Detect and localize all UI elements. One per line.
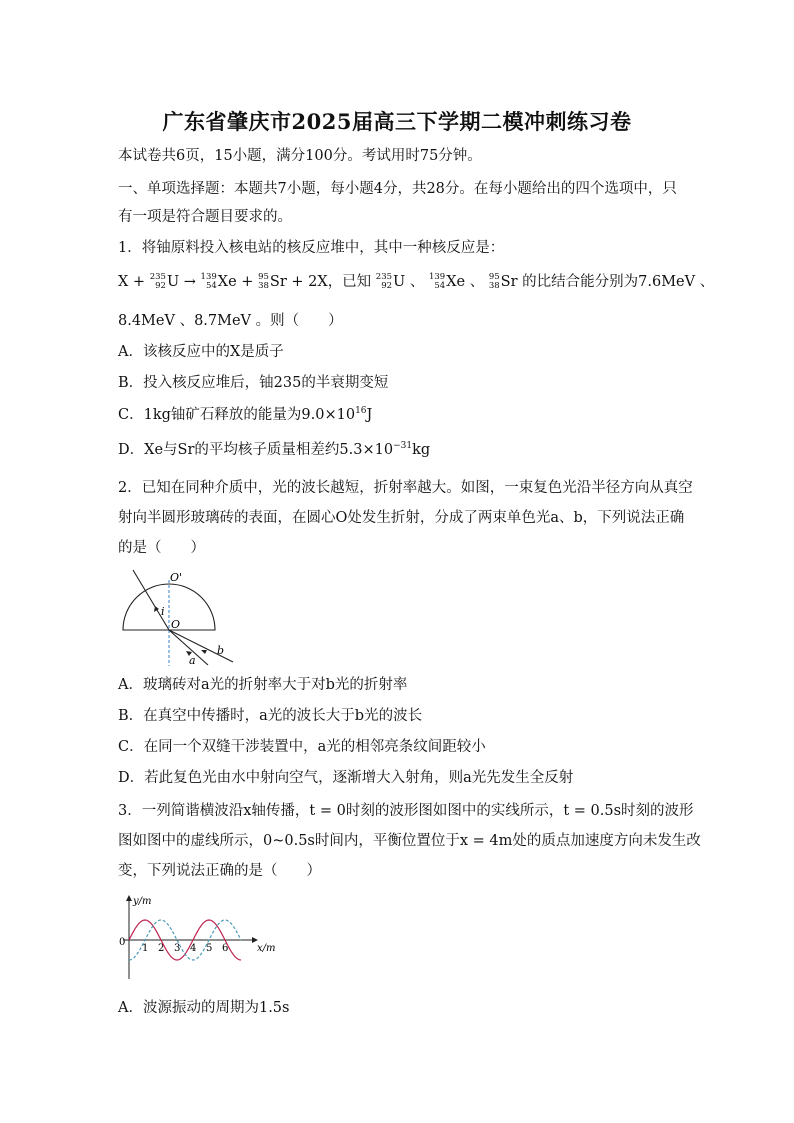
q1-equation-line: X + 235 92 U → 139 54 Xe + 95 38 Sr + 2X，已知 235 92 U 、 139 54 Xe 、 95 38 Sr 的比结合能分别为7.6MeV 、 [118, 272, 715, 291]
x-tick-label: 4 [190, 943, 197, 954]
nuclear-equation: X + 235 92 U → 139 54 Xe + 95 38 Sr + 2X [118, 272, 328, 291]
q1-line3: 8.4MeV 、8.7MeV 。则（ ） [118, 313, 343, 329]
label-a: a [189, 654, 196, 667]
label-o: O [171, 618, 181, 631]
q2-line2: 射向半圆形玻璃砖的表面，在圆心O处发生折射，分成了两束单色光a、b，下列说法正确 [118, 510, 685, 526]
q2-option-c: C．在同一个双缝干涉装置中，a光的相邻亮条纹间距较小 [118, 739, 486, 755]
x-tick-label: 2 [158, 943, 165, 954]
q2-option-d: D．若此复色光由水中射向空气，逐渐增大入射角，则a光先发生全反射 [118, 770, 574, 786]
x-tick-label: 5 [206, 943, 213, 954]
q1-eq-text2: 的比结合能分别为7.6MeV 、 [522, 274, 715, 290]
q1-option-a: A．该核反应中的X是质子 [118, 344, 284, 360]
q1-stem: 1．将铀原料投入核电站的核反应堆中，其中一种核反应是： [118, 240, 505, 256]
q3-line1: 3．一列简谐横波沿x轴传播，t = 0时刻的波形图如图中的实线所示，t = 0.5s时刻的波形 [118, 803, 694, 819]
q1-eq-text1: ，已知 [327, 274, 372, 290]
page-title: 广东省肇庆市2025届高三下学期二模冲刺练习卷 [162, 109, 632, 134]
section-heading-cont: 有一项是符合题目要求的。 [118, 209, 292, 225]
x-axis-label: x/m [257, 943, 276, 954]
q2-option-b: B．在真空中传播时，a光的波长大于b光的波长 [118, 708, 423, 724]
q2-line3: 的是（ ） [118, 540, 205, 556]
intro-text: 本试卷共6页，15小题，满分100分。考试用时75分钟。 [118, 148, 482, 164]
q1-option-d: D．Xe与Sr的平均核子质量相差约$5.3\times 10^{-31}kg$ [118, 441, 431, 458]
incident-ray [133, 570, 169, 630]
q3-line2: 图如图中的虚线所示，0~0.5s时间内，平衡位置位于x = 4m处的质点加速度方向未发生改 [118, 833, 701, 849]
q3-line3: 变，下列说法正确的是（ ） [118, 863, 321, 879]
origin-label: 0 [119, 937, 126, 948]
q3-option-a: A．波源振动的周期为1.5s [118, 1000, 290, 1016]
y-axis-label: y/m [133, 896, 152, 907]
x-tick-label: 1 [142, 943, 149, 954]
label-i: i [161, 605, 165, 618]
q1-option-c: C．1kg铀矿石释放的能量为$9.0\times 10^{16}J$ [118, 406, 373, 423]
label-b: b [217, 644, 225, 657]
q1-option-b: B．投入核反应堆后，铀235的半衰期变短 [118, 375, 389, 391]
q2-glass-brick-figure [115, 568, 245, 668]
q3-wave-figure [115, 893, 285, 983]
x-tick-label: 6 [222, 943, 229, 954]
label-o-prime: O' [170, 571, 183, 584]
q2-line1: 2．已知在同种介质中，光的波长越短，折射率越大。如图，一束复色光沿半径方向从真空 [118, 480, 693, 496]
q2-option-a: A．玻璃砖对a光的折射率大于对b光的折射率 [118, 677, 408, 693]
section-heading: 一、单项选择题：本题共7小题，每小题4分，共28分。在每小题给出的四个选项中，只 [118, 181, 677, 197]
x-tick-label: 3 [174, 943, 181, 954]
